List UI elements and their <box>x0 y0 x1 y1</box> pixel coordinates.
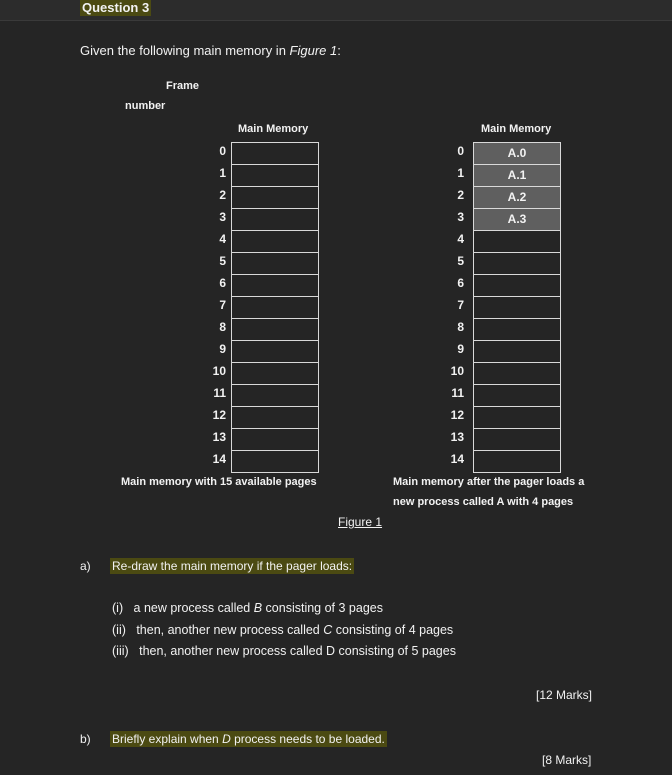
item-2-pre: then, another new process called <box>136 623 324 637</box>
right-frame-number: 6 <box>457 276 464 290</box>
left-memory-cell <box>231 429 319 451</box>
right-table-caption-1: Main memory after the pager loads a <box>393 476 585 488</box>
right-memory-cell: A.3 <box>473 209 561 231</box>
right-frame-number: 4 <box>457 232 464 246</box>
left-memory-cell <box>231 319 319 341</box>
right-memory-cell <box>473 407 561 429</box>
left-memory-cell <box>231 363 319 385</box>
figure-caption: Figure 1 <box>338 515 383 529</box>
left-memory-cell <box>231 209 319 231</box>
left-memory-cell <box>231 297 319 319</box>
part-b-post: process needs to be loaded. <box>230 732 385 746</box>
right-frame-number: 11 <box>451 386 464 400</box>
left-memory-cell <box>231 165 319 187</box>
part-a-label: a) <box>80 559 91 573</box>
right-memory-table <box>473 142 561 473</box>
part-b-text <box>110 731 387 747</box>
left-memory-cell <box>231 187 319 209</box>
left-frame-number: 12 <box>212 408 226 422</box>
left-frame-number: 9 <box>219 342 226 356</box>
right-frame-number: 7 <box>457 298 464 312</box>
right-memory-cell: A.1 <box>473 165 561 187</box>
right-frame-number: 0 <box>457 144 464 158</box>
left-memory-cell <box>231 231 319 253</box>
intro-figure-ref: Figure 1 <box>289 43 338 58</box>
right-frame-number: 5 <box>457 254 464 268</box>
item-2-post: consisting of 4 pages <box>332 623 454 637</box>
left-frame-number: 6 <box>219 276 226 290</box>
left-frame-number: 3 <box>219 210 226 224</box>
right-memory-cell <box>473 341 561 363</box>
right-table-caption-2: new process called A with 4 pages <box>393 496 574 508</box>
right-frame-numbers <box>434 140 464 470</box>
right-memory-cell <box>473 385 561 407</box>
left-frame-number: 10 <box>212 364 226 378</box>
left-memory-cell <box>231 275 319 297</box>
intro-text <box>80 43 341 58</box>
right-frame-number: 13 <box>450 430 464 444</box>
part-b-pre: Briefly explain when <box>112 732 223 746</box>
left-table-caption: Main memory with 15 available pages <box>121 476 317 488</box>
left-frame-number: 13 <box>212 430 226 444</box>
right-memory-cell <box>473 275 561 297</box>
left-frame-numbers <box>196 140 226 470</box>
left-frame-number: 14 <box>212 452 226 466</box>
right-memory-cell <box>473 253 561 275</box>
right-memory-cell <box>473 363 561 385</box>
left-frame-number: 4 <box>219 232 226 246</box>
right-memory-cell <box>473 297 561 319</box>
right-frame-number: 14 <box>450 452 464 466</box>
left-frame-number: 11 <box>213 386 226 400</box>
intro-text-main: Given the following main memory in <box>80 43 290 58</box>
part-a-item-2 <box>112 623 453 637</box>
part-b-label: b) <box>80 732 91 746</box>
number-label: number <box>125 100 166 112</box>
part-b-em: D <box>222 732 231 746</box>
left-frame-number: 8 <box>219 320 226 334</box>
right-frame-number: 8 <box>457 320 464 334</box>
left-frame-number: 5 <box>219 254 226 268</box>
right-frame-number: 9 <box>457 342 464 356</box>
right-memory-cell <box>473 231 561 253</box>
item-1-pre: a new process called <box>133 601 254 615</box>
left-frame-number: 7 <box>219 298 226 312</box>
left-frame-number: 1 <box>219 166 226 180</box>
part-a-item-3 <box>112 644 456 658</box>
right-memory-cell <box>473 319 561 341</box>
right-frame-number: 3 <box>457 210 464 224</box>
left-memory-cell <box>231 341 319 363</box>
left-memory-cell <box>231 385 319 407</box>
part-a-item-1 <box>112 601 383 615</box>
item-2-em: C <box>323 623 333 637</box>
question-title: Question 3 <box>82 0 150 15</box>
item-1-num: (i) <box>112 601 124 615</box>
right-frame-number: 12 <box>450 408 464 422</box>
part-a-text: Re-draw the main memory if the pager loads: <box>112 559 353 573</box>
left-memory-table <box>231 142 319 473</box>
intro-colon: : <box>337 43 341 58</box>
right-frame-number: 10 <box>450 364 464 378</box>
right-frame-number: 2 <box>457 188 464 202</box>
right-memory-cell: A.0 <box>473 142 561 165</box>
item-2-num: (ii) <box>112 623 126 637</box>
item-1-em: B <box>253 601 263 615</box>
part-a-marks: [12 Marks] <box>536 688 593 702</box>
left-memory-cell <box>231 407 319 429</box>
right-memory-cell: A.2 <box>473 187 561 209</box>
left-memory-cell <box>231 253 319 275</box>
left-memory-cell <box>231 451 319 473</box>
left-memory-cell <box>231 142 319 165</box>
left-table-header: Main Memory <box>238 123 309 135</box>
item-3-num: (iii) <box>112 644 129 658</box>
left-frame-number: 2 <box>219 188 226 202</box>
item-1-post: consisting of 3 pages <box>262 601 383 615</box>
right-memory-cell <box>473 429 561 451</box>
item-3-pre: then, another new process called D consisting of 5 pages <box>139 644 456 658</box>
right-memory-cell <box>473 451 561 473</box>
frame-label: Frame <box>166 80 200 92</box>
right-frame-number: 1 <box>457 166 464 180</box>
left-frame-number: 0 <box>219 144 226 158</box>
part-b-marks: [8 Marks] <box>542 753 592 767</box>
right-table-header: Main Memory <box>481 123 552 135</box>
